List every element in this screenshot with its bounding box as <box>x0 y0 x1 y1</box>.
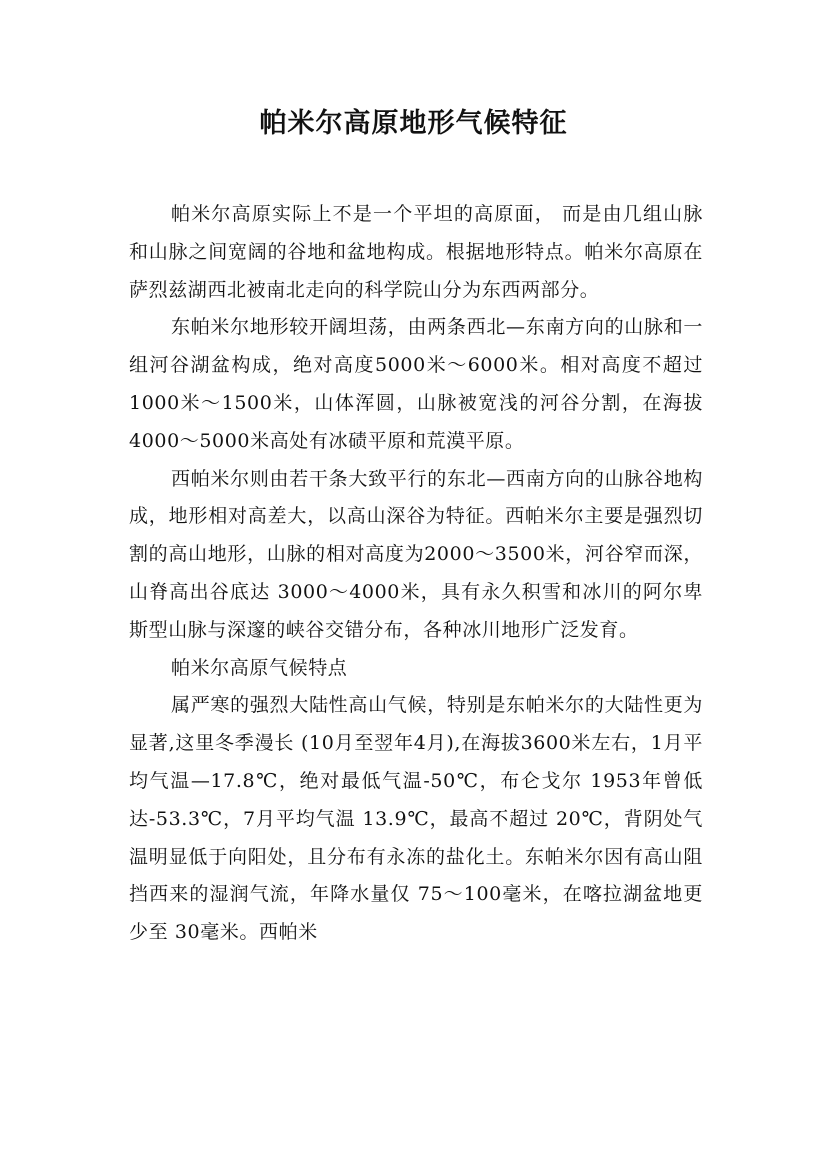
paragraph-east-pamir: 东帕米尔地形较开阔坦荡，由两条西北—东南方向的山脉和一组河谷湖盆构成，绝对高度5000米～6000米。相对高度不超过1000米～1500米，山体浑圆，山脉被宽浅的河谷分割，在海拔4000～5000米高处有冰碛平原和荒漠平原。 <box>129 316 703 452</box>
document-body <box>129 196 703 952</box>
paragraph-west-pamir: 西帕米尔则由若干条大致平行的东北—西南方向的山脉谷地构成，地形相对高差大，以高山深谷为特征。西帕米尔主要是强烈切割的高山地形，山脉的相对高度为2000～3500米，河谷窄而深，山脊高出谷底达 3000～4000米，具有永久积雪和冰川的阿尔卑斯型山脉与深邃的峡谷交错分布，各种冰川地形广泛发育。 <box>129 467 703 641</box>
paragraph-climate: 属严寒的强烈大陆性高山气候，特别是东帕米尔的大陆性更为显著,这里冬季漫长 (10月至翌年4月),在海拔3600米左右，1月平均气温—17.8℃，绝对最低气温-50℃，布仑戈尔 1953年曾低达-53.3℃，7月平均气温 13.9℃，最高不超过 20℃，背阴处气温明显低于向阳处，且分布有永冻的盐化土。东帕米尔因有高山阻挡西来的湿润气流，年降水量仅 75～100毫米，在喀拉湖盆地更少至 30毫米。西帕米 <box>129 694 703 944</box>
section-heading-climate: 帕米尔高原气候特点 <box>171 656 348 679</box>
document-title: 帕米尔高原地形气候特征 <box>259 108 568 139</box>
paragraph-terrain-overview: 帕米尔高原实际上不是一个平坦的高原面， 而是由几组山脉和山脉之间宽阔的谷地和盆地构成。根据地形特点。帕米尔高原在萨烈兹湖西北被南北走向的科学院山分为东西两部分。 <box>129 203 703 301</box>
